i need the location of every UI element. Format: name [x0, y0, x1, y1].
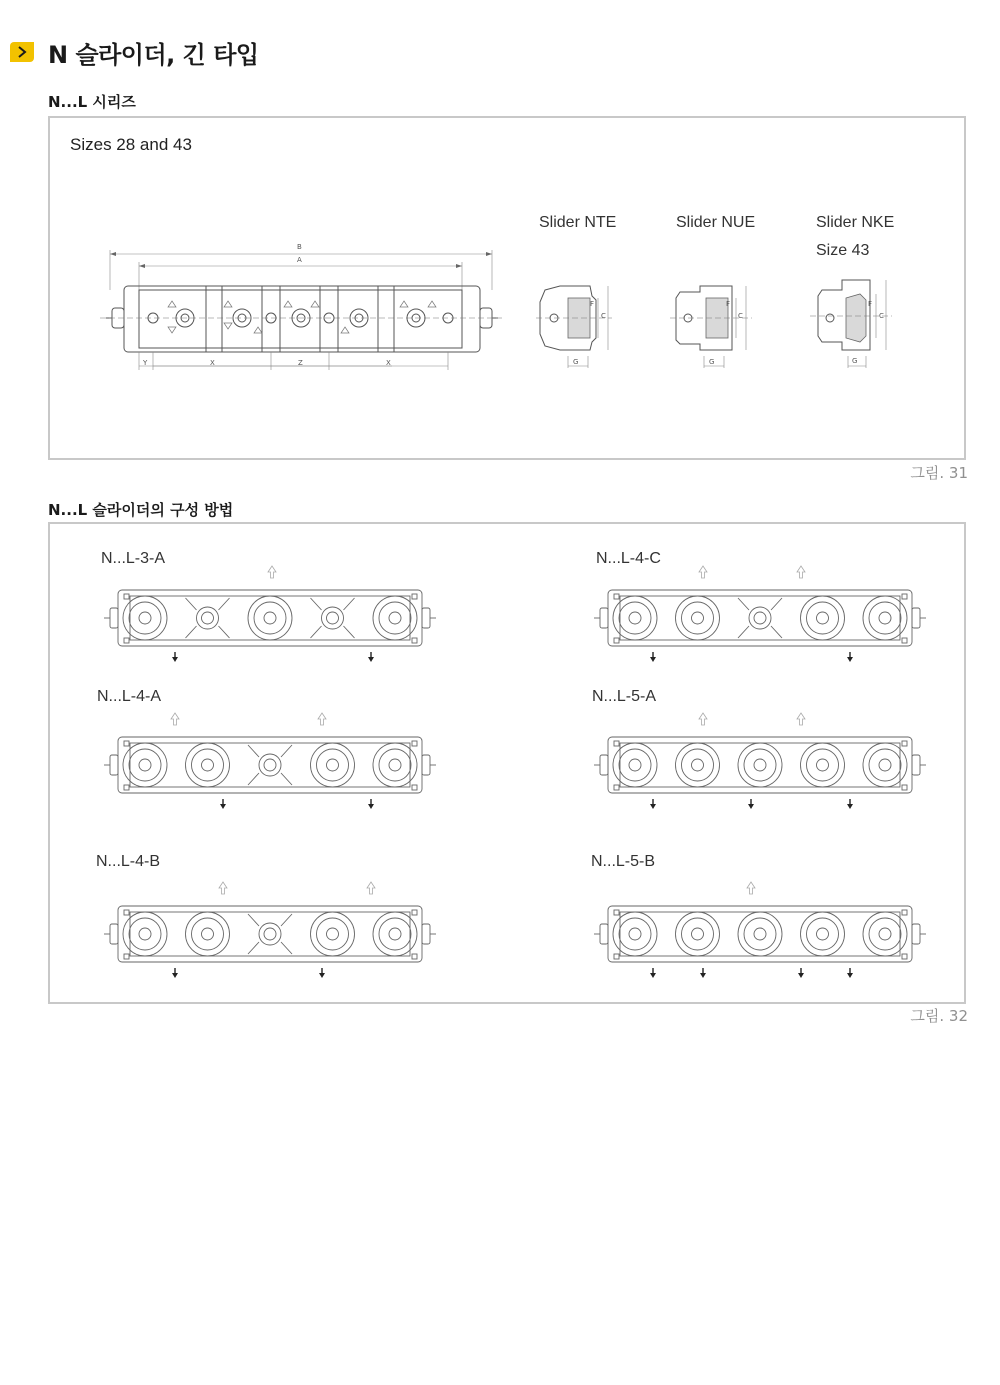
dim-x-2: X	[386, 359, 391, 367]
figure-caption-31: 그림. 31	[910, 464, 968, 482]
arrow-down-solid-icon	[368, 799, 374, 809]
dim-f-nue: F	[726, 300, 731, 308]
config-label-l3a: N...L-3-A	[101, 550, 166, 567]
arrow-down-solid-icon	[700, 968, 706, 978]
dim-a: A	[297, 256, 302, 264]
arrow-down-solid-icon	[650, 799, 656, 809]
arrow-up-outline-icon	[268, 566, 276, 578]
dim-c-nue: C	[738, 312, 743, 320]
slider-nke-label: Slider NKE	[816, 214, 895, 231]
config-schematic-4	[104, 882, 436, 978]
arrow-down-solid-icon	[847, 652, 853, 662]
dim-g-nke: G	[852, 357, 858, 365]
section-heading-series: N...L 시리즈	[48, 93, 136, 111]
dim-g-nte: G	[573, 358, 579, 366]
dim-x: X	[210, 359, 215, 367]
arrow-down-solid-icon	[847, 799, 853, 809]
arrow-down-solid-icon	[748, 799, 754, 809]
dim-c-nte: C	[601, 312, 606, 320]
config-schematic-5	[594, 882, 926, 978]
dim-z: Z	[298, 359, 303, 367]
config-schematic-0	[104, 566, 436, 662]
arrow-up-outline-icon	[797, 566, 805, 578]
dim-g-nue: G	[709, 358, 715, 366]
arrow-up-outline-icon	[318, 713, 326, 725]
arrow-down-solid-icon	[319, 968, 325, 978]
arrow-up-outline-icon	[171, 713, 179, 725]
arrow-up-outline-icon	[797, 713, 805, 725]
config-label-l4a: N...L-4-A	[97, 688, 162, 705]
dim-b: B	[297, 243, 302, 251]
dim-c-nke: C	[879, 312, 884, 320]
dim-f-nke: F	[868, 300, 873, 308]
config-schematic-1	[594, 566, 926, 662]
dim-f-nte: F	[590, 300, 595, 308]
arrow-down-solid-icon	[172, 652, 178, 662]
arrow-down-solid-icon	[172, 968, 178, 978]
page-title: N 슬라이더, 긴 타입	[48, 40, 259, 69]
config-schematic-3	[594, 713, 926, 809]
config-label-l5a: N...L-5-A	[592, 688, 657, 705]
config-label-l4b: N...L-4-B	[96, 853, 161, 870]
arrow-up-outline-icon	[367, 882, 375, 894]
arrow-up-outline-icon	[699, 566, 707, 578]
frame-title: Sizes 28 and 43	[70, 135, 192, 154]
arrow-down-solid-icon	[650, 652, 656, 662]
slider-nte-label: Slider NTE	[539, 214, 617, 231]
config-label-l4c: N...L-4-C	[596, 550, 661, 567]
arrow-up-outline-icon	[219, 882, 227, 894]
arrow-down-solid-icon	[650, 968, 656, 978]
arrow-down-solid-icon	[220, 799, 226, 809]
config-label-l5b: N...L-5-B	[591, 853, 656, 870]
config-schematic-2	[104, 713, 436, 809]
dim-y: Y	[143, 359, 148, 367]
slider-nue-label: Slider NUE	[676, 214, 756, 231]
arrow-up-outline-icon	[747, 882, 755, 894]
arrow-down-solid-icon	[847, 968, 853, 978]
slider-nke-size: Size 43	[816, 242, 870, 259]
arrow-up-outline-icon	[699, 713, 707, 725]
arrow-down-solid-icon	[368, 652, 374, 662]
arrow-down-solid-icon	[798, 968, 804, 978]
section-heading-config: N...L 슬라이더의 구성 방법	[48, 501, 234, 519]
figure-caption-32: 그림. 32	[910, 1007, 968, 1025]
